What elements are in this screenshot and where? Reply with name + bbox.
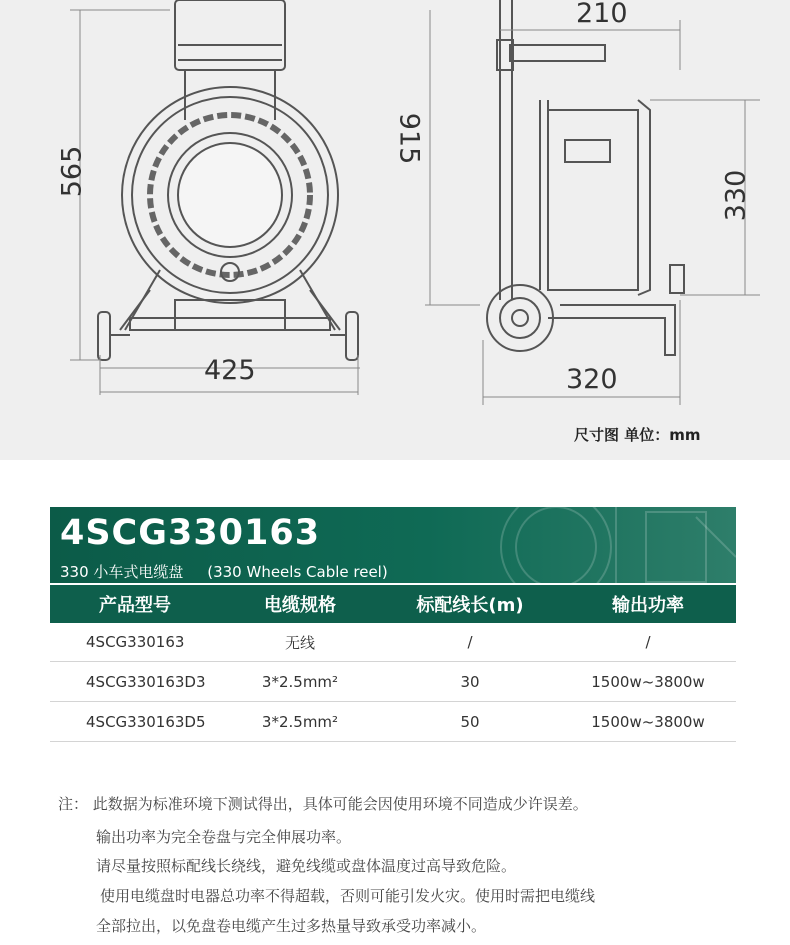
header-cable-spec: 电缆规格 <box>264 595 336 616</box>
unit-label: 尺寸图 单位：mm <box>574 426 701 444</box>
header-output-power: 输出功率 <box>612 595 684 616</box>
cell-cable-spec: 3*2.5mm² <box>261 673 339 691</box>
dim-depth-bottom: 320 <box>566 364 618 395</box>
product-banner <box>50 507 736 583</box>
cell-model: 4SCG330163D5 <box>86 713 206 731</box>
cell-model: 4SCG330163 <box>86 633 185 651</box>
cell-cable-spec: 无线 <box>284 633 315 652</box>
note-line: 输出功率为完全卷盘与完全伸展功率。 <box>96 828 352 846</box>
note-line: 全部拉出，以免盘卷电缆产生过多热量导致承受功率减小。 <box>96 917 487 935</box>
cell-cable-length: / <box>467 633 473 651</box>
dim-width-front: 425 <box>204 355 256 386</box>
table-row <box>50 663 736 702</box>
cell-output-power: 1500w~3800w <box>591 713 705 731</box>
dim-height-total: 565 <box>56 145 88 198</box>
technical-drawing <box>0 0 790 460</box>
dim-height-side: 915 <box>393 112 425 165</box>
cell-cable-length: 50 <box>460 713 480 731</box>
note-line: 使用电缆盘时电器总功率不得超载，否则可能引发火灾。使用时需把电缆线 <box>100 887 596 905</box>
cell-output-power: 1500w~3800w <box>591 673 705 691</box>
note-line: 请尽量按照标配线长绕线，避免线缆或盘体温度过高导致危险。 <box>96 857 517 875</box>
dim-depth-top: 210 <box>576 0 628 29</box>
table-row <box>50 623 736 662</box>
model-title: 4SCG330163 <box>60 513 321 553</box>
cell-cable-spec: 3*2.5mm² <box>261 713 339 731</box>
model-subtitle: 330 小车式电缆盘 (330 Wheels Cable reel) <box>60 563 388 581</box>
dim-reel-diameter: 330 <box>720 169 752 222</box>
banner-decoration <box>436 507 736 583</box>
dimension-drawing <box>0 0 790 460</box>
cell-output-power: / <box>645 633 651 651</box>
spec-table-header <box>50 585 736 623</box>
cell-model: 4SCG330163D3 <box>86 673 206 691</box>
header-cable-length: 标配线长(m) <box>416 595 524 616</box>
header-model: 产品型号 <box>99 595 171 616</box>
cell-cable-length: 30 <box>460 673 480 691</box>
note-line: 注： 此数据为标准环境下测试得出，具体可能会因使用环境不同造成少许误差。 <box>58 795 588 813</box>
table-row <box>50 703 736 742</box>
